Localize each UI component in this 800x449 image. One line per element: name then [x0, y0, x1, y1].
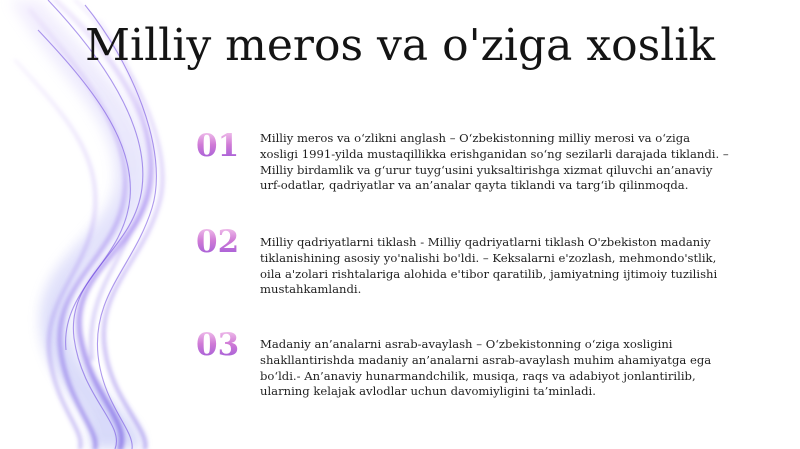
slide-title: Milliy meros va o'ziga xoslik	[84, 20, 716, 71]
item-text: Madaniy an’analarni asrab-avaylash – Oʻzbekistonning oʻziga xosligini shakllantirishda madaniy an’analarni asrab-avaylash muhim ahamiyatga ega boʻldi.- An’anaviy hunarmandchilik, musiqa, raqs va adabiyot jonlantirilib, ularning kelajak avlodlar uchun davomiyligini ta’minladi.	[260, 337, 712, 399]
item-number: 03	[196, 330, 252, 361]
item-text: Milliy qadriyatlarni tiklash - Milliy qadriyatlarni tiklash O'zbekiston madaniy tiklanishining asosiy yo'nalishi bo'ldi. – Keksalarni e'zozlash, mehmondo'stlik, oila a'zolari rishtalariga alohida e'tibor qaratilib, jamiyatning ijtimoiy tuzilishi mustahkamlandi.	[260, 235, 718, 297]
item-number: 01	[196, 131, 252, 162]
item-text: Milliy meros va oʻzlikni anglash – Oʻzbekistonning milliy merosi va oʻziga xosligi 1991-yilda mustaqillikka erishganidan soʻng sezilarli darajada tiklandi. – Milliy birdamlik va gʻurur tuygʻusini yuksaltirishga xizmat qiluvchi an’anaviy urf-odatlar, qadriyatlar va an’analar qayta tiklandi va targʻib qilinmoqda.	[260, 131, 729, 193]
item-number: 02	[196, 227, 252, 258]
